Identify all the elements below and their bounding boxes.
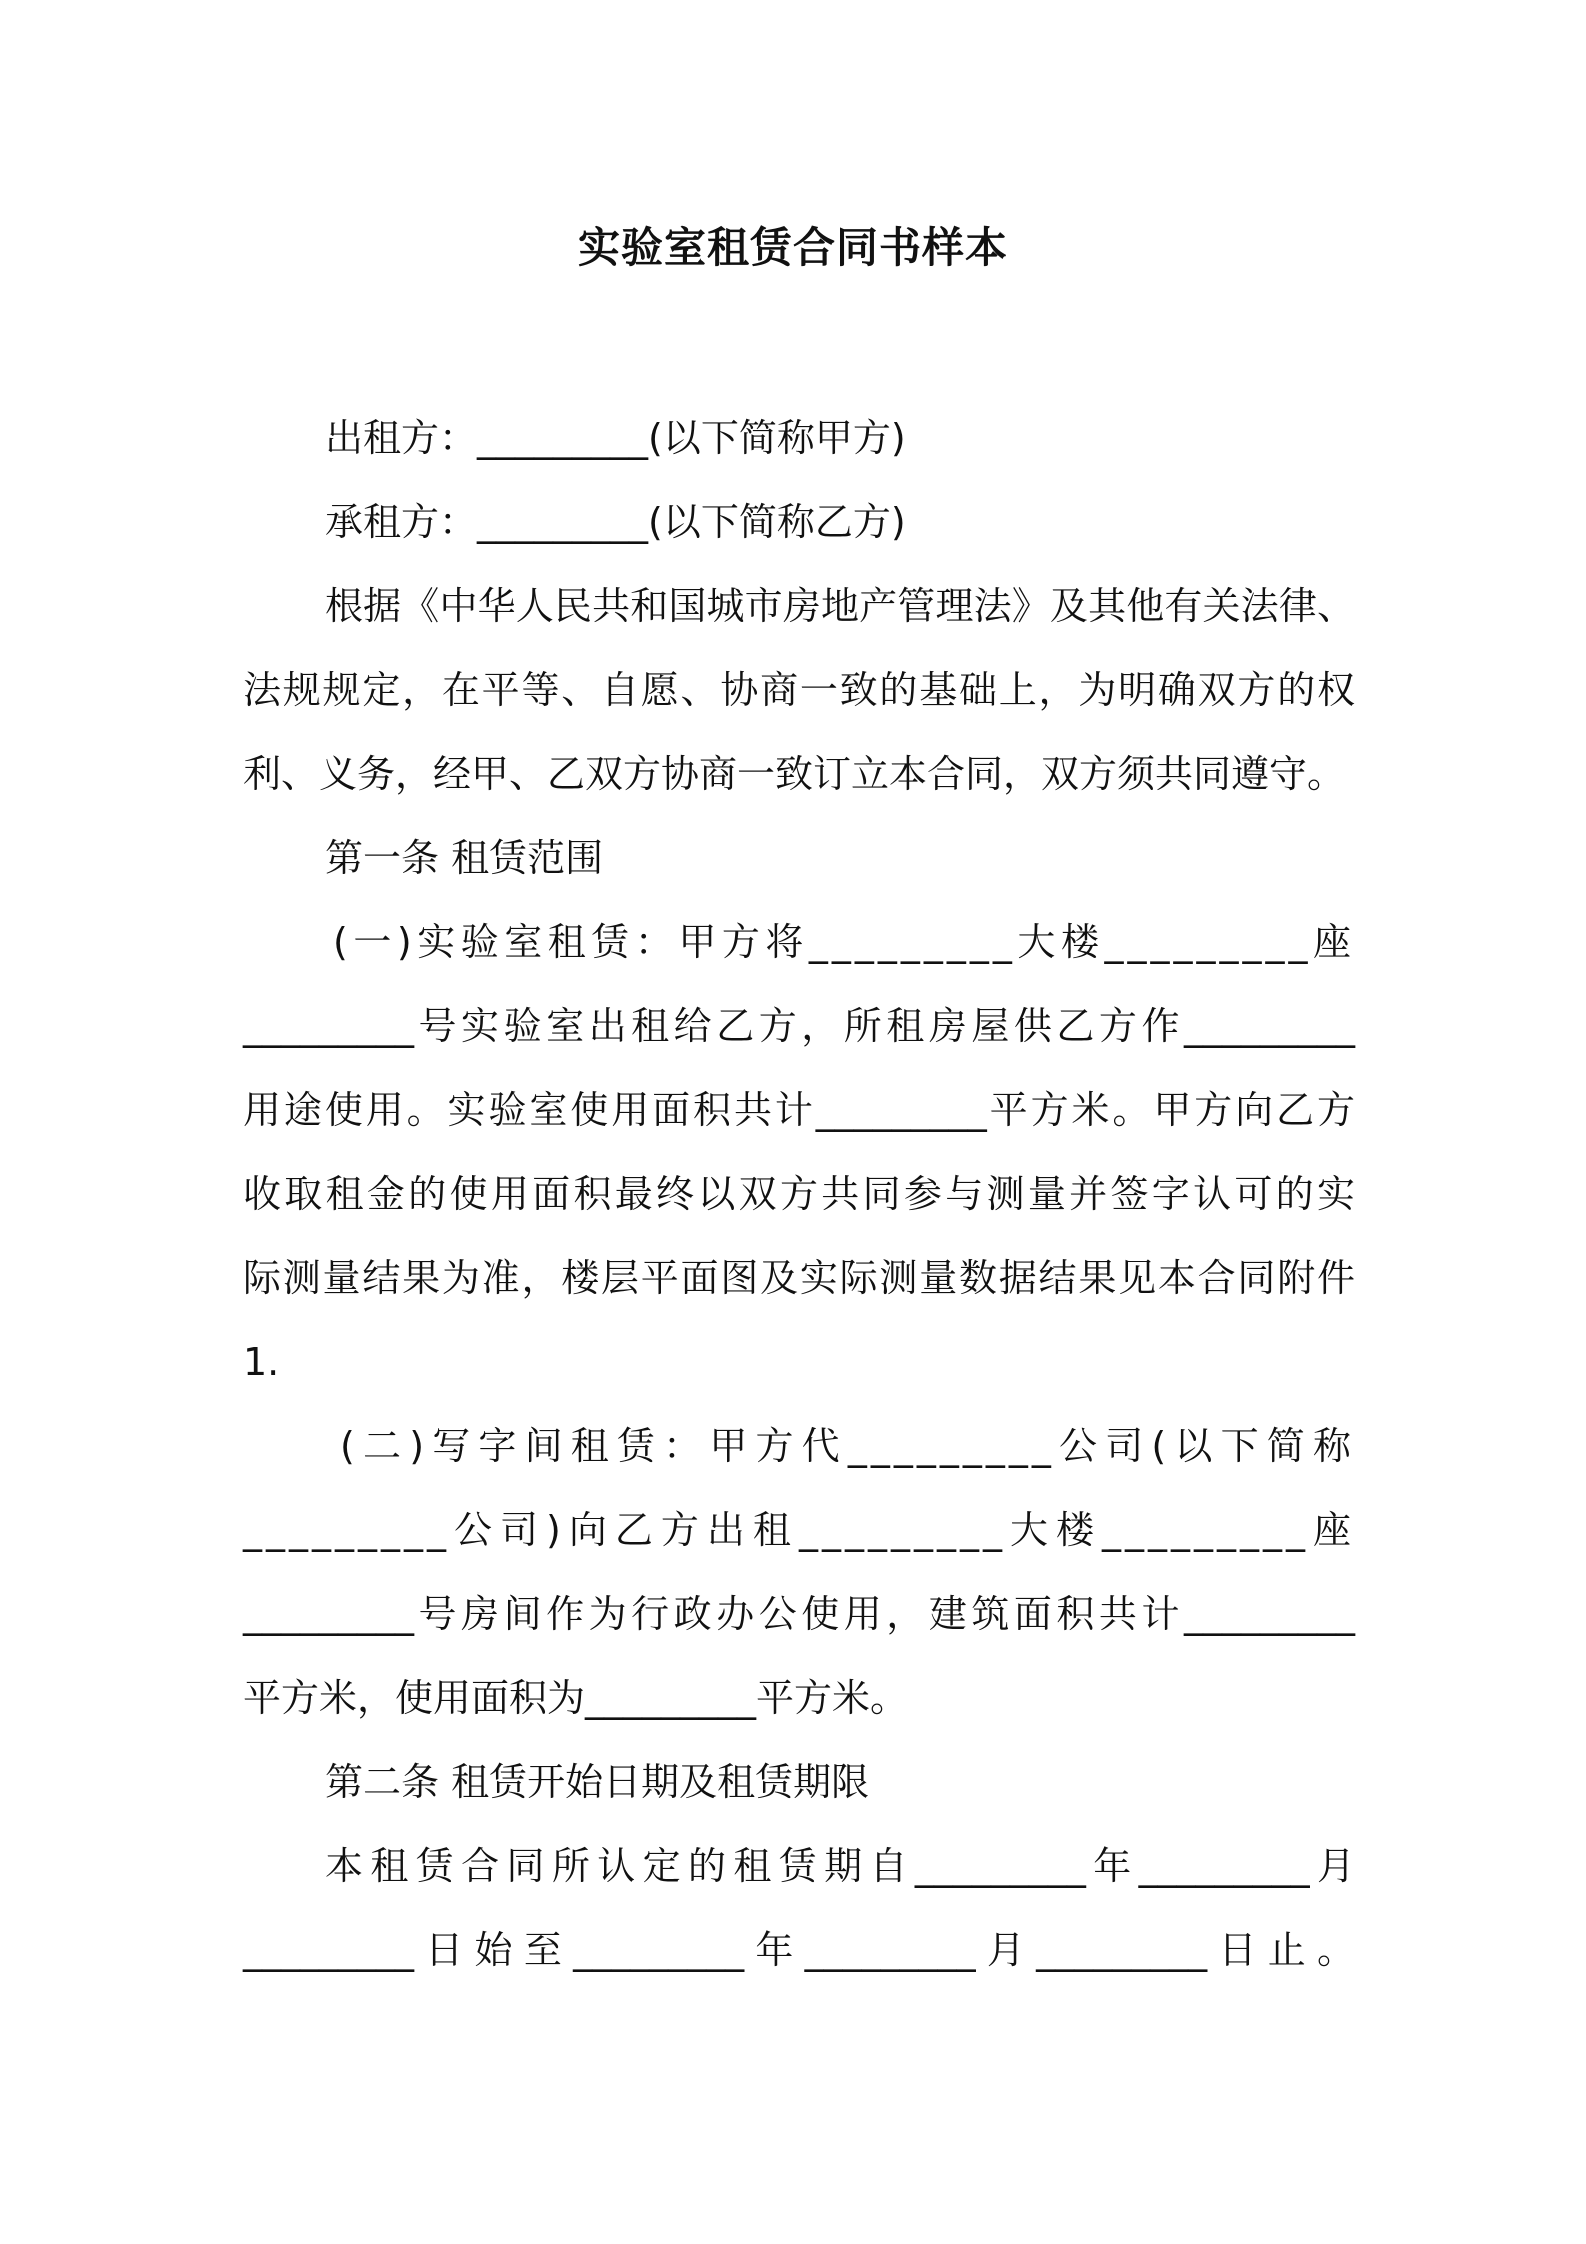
article-heading: 第一条 租赁范围 [325, 836, 604, 880]
paragraph-line: 平方米，使用面积为_________平方米。 [243, 1676, 909, 1720]
paragraph-line: 1. [243, 1340, 280, 1384]
paragraph-line: (二)写字间租赁：甲方代_________公司(以下简称 [340, 1424, 1355, 1468]
paragraph-line: 根据《中华人民共和国城市房地产管理法》及其他有关法律、 [325, 584, 1355, 628]
lessee-line: 承租方：_________(以下简称乙方) [325, 500, 906, 544]
article-heading: 第二条 租赁开始日期及租赁期限 [325, 1760, 870, 1804]
paragraph-line: 用途使用。实验室使用面积共计_________平方米。甲方向乙方 [243, 1088, 1355, 1132]
paragraph-line: 际测量结果为准，楼层平面图及实际测量数据结果见本合同附件 [243, 1256, 1355, 1300]
document-title: 实验室租赁合同书样本 [577, 223, 1008, 272]
paragraph-line: (一)实验室租赁：甲方将_________大楼_________座 [333, 920, 1355, 964]
paragraph-line: 收取租金的使用面积最终以双方共同参与测量并签字认可的实 [243, 1172, 1355, 1216]
paragraph-line: 法规规定，在平等、自愿、协商一致的基础上，为明确双方的权 [243, 668, 1355, 712]
paragraph-line: _________日始至_________年_________月_________日止。 [243, 1928, 1355, 1972]
paragraph-line: 利、义务，经甲、乙双方协商一致订立本合同，双方须共同遵守。 [243, 752, 1346, 796]
paragraph-line: _________公司)向乙方出租_________大楼_________座 [243, 1508, 1355, 1552]
paragraph-line: _________号实验室出租给乙方，所租房屋供乙方作_________ [243, 1004, 1355, 1048]
paragraph-line: 本租赁合同所认定的租赁期自_________年_________月 [325, 1844, 1355, 1888]
paragraph-line: _________号房间作为行政办公使用，建筑面积共计_________ [243, 1592, 1355, 1636]
lessor-line: 出租方：_________(以下简称甲方) [325, 416, 906, 460]
